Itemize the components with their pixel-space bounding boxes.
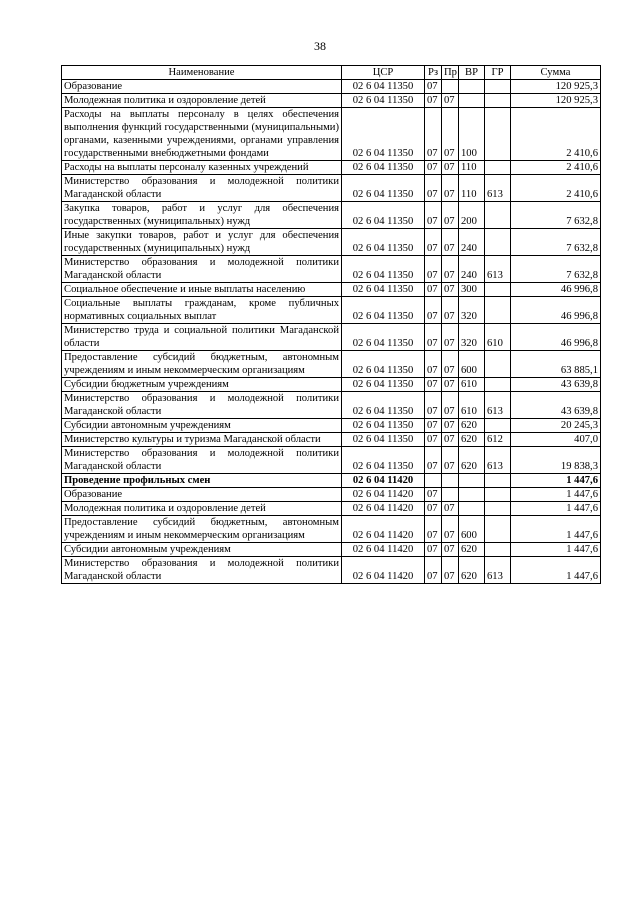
row-sum: 46 996,8 xyxy=(511,297,601,324)
row-rz: 07 xyxy=(425,161,442,175)
row-gr: 613 xyxy=(485,256,511,283)
row-sum: 7 632,8 xyxy=(511,202,601,229)
row-csr: 02 6 04 11350 xyxy=(342,392,425,419)
row-sum: 2 410,6 xyxy=(511,108,601,161)
row-pr: 07 xyxy=(442,175,459,202)
row-vr: 600 xyxy=(459,351,485,378)
row-rz: 07 xyxy=(425,392,442,419)
row-vr xyxy=(459,94,485,108)
row-sum: 1 447,6 xyxy=(511,488,601,502)
row-rz xyxy=(425,474,442,488)
row-pr: 07 xyxy=(442,392,459,419)
row-sum: 46 996,8 xyxy=(511,283,601,297)
row-rz: 07 xyxy=(425,94,442,108)
row-sum: 120 925,3 xyxy=(511,94,601,108)
row-csr: 02 6 04 11420 xyxy=(342,557,425,584)
row-sum: 43 639,8 xyxy=(511,378,601,392)
row-gr xyxy=(485,297,511,324)
row-csr: 02 6 04 11420 xyxy=(342,502,425,516)
row-sum: 407,0 xyxy=(511,433,601,447)
row-vr xyxy=(459,474,485,488)
row-rz: 07 xyxy=(425,229,442,256)
row-vr: 300 xyxy=(459,283,485,297)
row-pr: 07 xyxy=(442,433,459,447)
header-pr: Пр xyxy=(442,66,459,80)
row-rz: 07 xyxy=(425,80,442,94)
row-vr: 610 xyxy=(459,392,485,419)
row-vr: 620 xyxy=(459,557,485,584)
row-sum: 43 639,8 xyxy=(511,392,601,419)
row-pr: 07 xyxy=(442,229,459,256)
header-rz: Рз xyxy=(425,66,442,80)
row-name: Образование xyxy=(62,488,342,502)
row-vr: 320 xyxy=(459,324,485,351)
row-pr: 07 xyxy=(442,543,459,557)
table-row xyxy=(62,108,601,161)
table-row xyxy=(62,378,601,392)
row-vr: 320 xyxy=(459,297,485,324)
row-gr xyxy=(485,378,511,392)
row-csr: 02 6 04 11420 xyxy=(342,516,425,543)
table-row xyxy=(62,433,601,447)
row-rz: 07 xyxy=(425,202,442,229)
table-row xyxy=(62,351,601,378)
row-csr: 02 6 04 11350 xyxy=(342,283,425,297)
row-pr xyxy=(442,474,459,488)
row-gr xyxy=(485,202,511,229)
row-name: Субсидии автономным учреждениям xyxy=(62,419,342,433)
row-csr: 02 6 04 11350 xyxy=(342,80,425,94)
row-vr xyxy=(459,488,485,502)
row-name: Министерство образования и молодежной политики Магаданской области xyxy=(62,392,342,419)
row-csr: 02 6 04 11350 xyxy=(342,324,425,351)
row-csr: 02 6 04 11350 xyxy=(342,175,425,202)
table-row xyxy=(62,543,601,557)
row-gr: 613 xyxy=(485,392,511,419)
row-sum: 2 410,6 xyxy=(511,175,601,202)
row-rz: 07 xyxy=(425,433,442,447)
row-gr xyxy=(485,229,511,256)
row-gr xyxy=(485,419,511,433)
row-pr: 07 xyxy=(442,419,459,433)
row-sum: 1 447,6 xyxy=(511,557,601,584)
header-name: Наименование xyxy=(62,66,342,80)
row-sum: 7 632,8 xyxy=(511,256,601,283)
row-vr: 200 xyxy=(459,202,485,229)
row-rz: 07 xyxy=(425,283,442,297)
table-row xyxy=(62,447,601,474)
row-vr: 600 xyxy=(459,516,485,543)
row-gr: 612 xyxy=(485,433,511,447)
row-pr: 07 xyxy=(442,283,459,297)
row-vr: 110 xyxy=(459,175,485,202)
row-sum: 63 885,1 xyxy=(511,351,601,378)
budget-table xyxy=(61,65,601,584)
row-rz: 07 xyxy=(425,557,442,584)
row-name: Проведение профильных смен xyxy=(62,474,342,488)
row-gr xyxy=(485,351,511,378)
row-pr: 07 xyxy=(442,516,459,543)
row-csr: 02 6 04 11350 xyxy=(342,202,425,229)
row-gr xyxy=(485,474,511,488)
row-pr: 07 xyxy=(442,202,459,229)
row-gr xyxy=(485,543,511,557)
row-name: Молодежная политика и оздоровление детей xyxy=(62,502,342,516)
row-pr xyxy=(442,80,459,94)
row-vr xyxy=(459,502,485,516)
row-rz: 07 xyxy=(425,488,442,502)
row-gr xyxy=(485,488,511,502)
row-name: Иные закупки товаров, работ и услуг для обеспечения государственных (муниципальных) нужд xyxy=(62,229,342,256)
table-row xyxy=(62,502,601,516)
row-csr: 02 6 04 11350 xyxy=(342,256,425,283)
row-vr: 100 xyxy=(459,108,485,161)
row-name: Министерство труда и социальной политики Магаданской области xyxy=(62,324,342,351)
row-csr: 02 6 04 11350 xyxy=(342,108,425,161)
row-sum: 1 447,6 xyxy=(511,516,601,543)
row-gr xyxy=(485,516,511,543)
row-name: Предоставление субсидий бюджетным, автономным учреждениям и иным некоммерческим организациям xyxy=(62,516,342,543)
row-vr: 620 xyxy=(459,433,485,447)
row-name: Социальное обеспечение и иные выплаты населению xyxy=(62,283,342,297)
row-vr: 620 xyxy=(459,419,485,433)
row-rz: 07 xyxy=(425,175,442,202)
row-gr xyxy=(485,94,511,108)
row-vr: 610 xyxy=(459,378,485,392)
row-csr: 02 6 04 11350 xyxy=(342,94,425,108)
row-gr xyxy=(485,161,511,175)
row-rz: 07 xyxy=(425,256,442,283)
table-row xyxy=(62,283,601,297)
row-csr: 02 6 04 11350 xyxy=(342,447,425,474)
row-pr: 07 xyxy=(442,297,459,324)
row-name: Министерство культуры и туризма Магаданской области xyxy=(62,433,342,447)
page-number: 38 xyxy=(314,39,326,53)
row-csr: 02 6 04 11350 xyxy=(342,297,425,324)
header-vr: ВР xyxy=(459,66,485,80)
header-gr: ГР xyxy=(485,66,511,80)
row-name: Министерство образования и молодежной политики Магаданской области xyxy=(62,175,342,202)
header-sum: Сумма xyxy=(511,66,601,80)
row-vr: 240 xyxy=(459,256,485,283)
row-csr: 02 6 04 11350 xyxy=(342,161,425,175)
row-csr: 02 6 04 11350 xyxy=(342,351,425,378)
table-row xyxy=(62,474,601,488)
row-name: Расходы на выплаты персоналу в целях обеспечения выполнения функций государственными (муниципальными) органами, казенными учреждениями, органами управления государственными внебюджетными фондами xyxy=(62,108,342,161)
row-csr: 02 6 04 11350 xyxy=(342,229,425,256)
table-row xyxy=(62,256,601,283)
row-csr: 02 6 04 11420 xyxy=(342,488,425,502)
table-row xyxy=(62,557,601,584)
row-pr: 07 xyxy=(442,256,459,283)
table-row xyxy=(62,229,601,256)
row-sum: 20 245,3 xyxy=(511,419,601,433)
row-name: Министерство образования и молодежной политики Магаданской области xyxy=(62,256,342,283)
row-rz: 07 xyxy=(425,502,442,516)
row-pr: 07 xyxy=(442,557,459,584)
table-row xyxy=(62,80,601,94)
row-rz: 07 xyxy=(425,378,442,392)
row-gr: 613 xyxy=(485,447,511,474)
table-row xyxy=(62,202,601,229)
row-csr: 02 6 04 11350 xyxy=(342,378,425,392)
row-gr xyxy=(485,80,511,94)
table-row xyxy=(62,161,601,175)
row-csr: 02 6 04 11350 xyxy=(342,433,425,447)
row-name: Социальные выплаты гражданам, кроме публичных нормативных социальных выплат xyxy=(62,297,342,324)
row-gr xyxy=(485,283,511,297)
row-pr xyxy=(442,488,459,502)
table-row xyxy=(62,419,601,433)
row-sum: 1 447,6 xyxy=(511,543,601,557)
row-rz: 07 xyxy=(425,543,442,557)
row-rz: 07 xyxy=(425,447,442,474)
row-vr: 240 xyxy=(459,229,485,256)
row-gr xyxy=(485,108,511,161)
row-vr: 110 xyxy=(459,161,485,175)
header-csr: ЦСР xyxy=(342,66,425,80)
row-sum: 1 447,6 xyxy=(511,502,601,516)
table-row xyxy=(62,175,601,202)
row-name: Министерство образования и молодежной политики Магаданской области xyxy=(62,447,342,474)
table-body xyxy=(62,80,601,584)
table-row xyxy=(62,488,601,502)
row-sum: 46 996,8 xyxy=(511,324,601,351)
row-name: Субсидии бюджетным учреждениям xyxy=(62,378,342,392)
row-pr: 07 xyxy=(442,378,459,392)
table-row xyxy=(62,516,601,543)
row-sum: 120 925,3 xyxy=(511,80,601,94)
row-rz: 07 xyxy=(425,108,442,161)
table-row xyxy=(62,392,601,419)
row-pr: 07 xyxy=(442,447,459,474)
row-vr: 620 xyxy=(459,543,485,557)
row-sum: 1 447,6 xyxy=(511,474,601,488)
row-name: Образование xyxy=(62,80,342,94)
row-name: Молодежная политика и оздоровление детей xyxy=(62,94,342,108)
row-name: Субсидии автономным учреждениям xyxy=(62,543,342,557)
table-header-row xyxy=(62,66,601,80)
row-pr: 07 xyxy=(442,161,459,175)
row-vr xyxy=(459,80,485,94)
row-sum: 7 632,8 xyxy=(511,229,601,256)
row-rz: 07 xyxy=(425,419,442,433)
row-csr: 02 6 04 11420 xyxy=(342,474,425,488)
row-name: Закупка товаров, работ и услуг для обеспечения государственных (муниципальных) нужд xyxy=(62,202,342,229)
row-pr: 07 xyxy=(442,108,459,161)
row-csr: 02 6 04 11350 xyxy=(342,419,425,433)
row-sum: 19 838,3 xyxy=(511,447,601,474)
table-row xyxy=(62,94,601,108)
row-pr: 07 xyxy=(442,351,459,378)
row-sum: 2 410,6 xyxy=(511,161,601,175)
row-rz: 07 xyxy=(425,516,442,543)
row-pr: 07 xyxy=(442,324,459,351)
row-gr: 613 xyxy=(485,175,511,202)
row-gr: 613 xyxy=(485,557,511,584)
table-row xyxy=(62,297,601,324)
row-rz: 07 xyxy=(425,297,442,324)
row-name: Министерство образования и молодежной политики Магаданской области xyxy=(62,557,342,584)
row-name: Предоставление субсидий бюджетным, автономным учреждениям и иным некоммерческим организациям xyxy=(62,351,342,378)
row-pr: 07 xyxy=(442,502,459,516)
row-csr: 02 6 04 11420 xyxy=(342,543,425,557)
row-gr: 610 xyxy=(485,324,511,351)
row-gr xyxy=(485,502,511,516)
row-rz: 07 xyxy=(425,324,442,351)
row-rz: 07 xyxy=(425,351,442,378)
row-vr: 620 xyxy=(459,447,485,474)
row-pr: 07 xyxy=(442,94,459,108)
row-name: Расходы на выплаты персоналу казенных учреждений xyxy=(62,161,342,175)
table-row xyxy=(62,324,601,351)
